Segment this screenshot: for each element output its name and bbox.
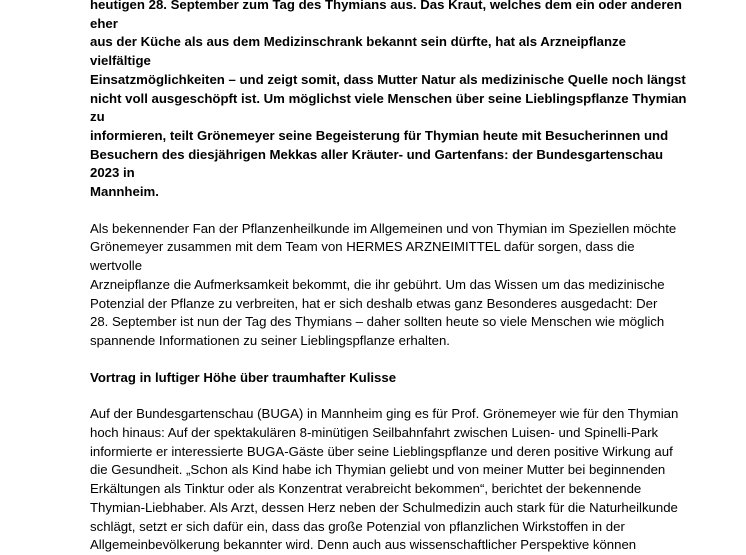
paragraph-line: Arzneipflanze die Aufmerksamkeit bekommt, die ihr gebührt. Um das Wissen um das medizinische xyxy=(90,276,665,292)
intro-paragraph xyxy=(90,0,690,202)
section-heading xyxy=(90,369,690,388)
paragraph-line: hoch hinaus: Auf der spektakulären 8-minütigen Seilbahnfahrt zwischen Luisen- und Spinelli-Park xyxy=(90,425,659,441)
paragraph-line: Als bekennender Fan der Pflanzenheilkunde im Allgemeinen und von Thymian im Speziellen möchte xyxy=(90,220,677,236)
paragraph-line: Auf der Bundesgartenschau (BUGA) in Mannheim ging es für Prof. Grönemeyer wie für den Thymian xyxy=(90,406,679,422)
paragraph-line: informierte er interessierte BUGA-Gäste über seine Lieblingspflanze und deren positive Wirkung auf xyxy=(90,443,673,459)
intro-line: Besuchern des diesjährigen Mekkas aller Kräuter- und Gartenfans: der Bundesgartenschau 2023 in xyxy=(90,146,664,181)
intro-line: nicht voll ausgeschöpft ist. Um möglichst viele Menschen über seine Lieblingspflanze Thymian zu xyxy=(90,90,687,125)
paragraph-line: 28. September ist nun der Tag des Thymians – daher sollten heute so viele Menschen wie möglich xyxy=(90,314,665,330)
intro-line: informieren, teilt Grönemeyer seine Begeisterung für Thymian heute mit Besucherinnen und xyxy=(90,127,669,143)
paragraph-line: Potenzial der Pflanze zu verbreiten, hat er sich deshalb etwas ganz Besonderes ausgedacht: Der xyxy=(90,295,658,311)
paragraph-line: die Gesundheit. „Schon als Kind habe ich Thymian geliebt und von meiner Mutter bei beginnenden xyxy=(90,462,666,478)
body-paragraph-2 xyxy=(90,405,690,555)
section-heading-text: Vortrag in luftiger Höhe über traumhafter Kulisse xyxy=(90,369,397,385)
paragraph-line: spannende Informationen zu seiner Lieblingspflanze erhalten. xyxy=(90,332,450,348)
paragraph-line: schlägt, setzt er sich dafür ein, dass das große Potenzial von pflanzlichen Wirkstoffen in der xyxy=(90,518,625,534)
paragraph-line: Thymian-Liebhaber. Als Arzt, dessen Herz neben der Schulmedizin auch stark für die Naturheilkunde xyxy=(90,499,678,515)
body-paragraph-1 xyxy=(90,220,690,351)
paragraph-line: Allgemeinbevölkerung bekannter wird. Denn auch aus wissenschaftlicher Perspektive können xyxy=(90,537,637,553)
intro-line: Mannheim. xyxy=(90,184,159,200)
paragraph-line: Erkältungen als Tinktur oder als Konzentrat verabreicht bekommen“, berichtet der bekennende xyxy=(90,481,642,497)
intro-line: heutigen 28. September zum Tag des Thymians aus. Das Kraut, welches dem ein oder anderen eher xyxy=(90,0,682,31)
intro-line: Einsatzmöglichkeiten – und zeigt somit, dass Mutter Natur als medizinische Quelle noch längst xyxy=(90,71,686,87)
document-page xyxy=(90,0,690,555)
intro-line: aus der Küche als aus dem Medizinschrank bekannt sein dürfte, hat als Arzneipflanze vielfältige xyxy=(90,34,626,69)
paragraph-line: Grönemeyer zusammen mit dem Team von HERMES ARZNEIMITTEL dafür sorgen, dass die wertvolle xyxy=(90,239,635,274)
